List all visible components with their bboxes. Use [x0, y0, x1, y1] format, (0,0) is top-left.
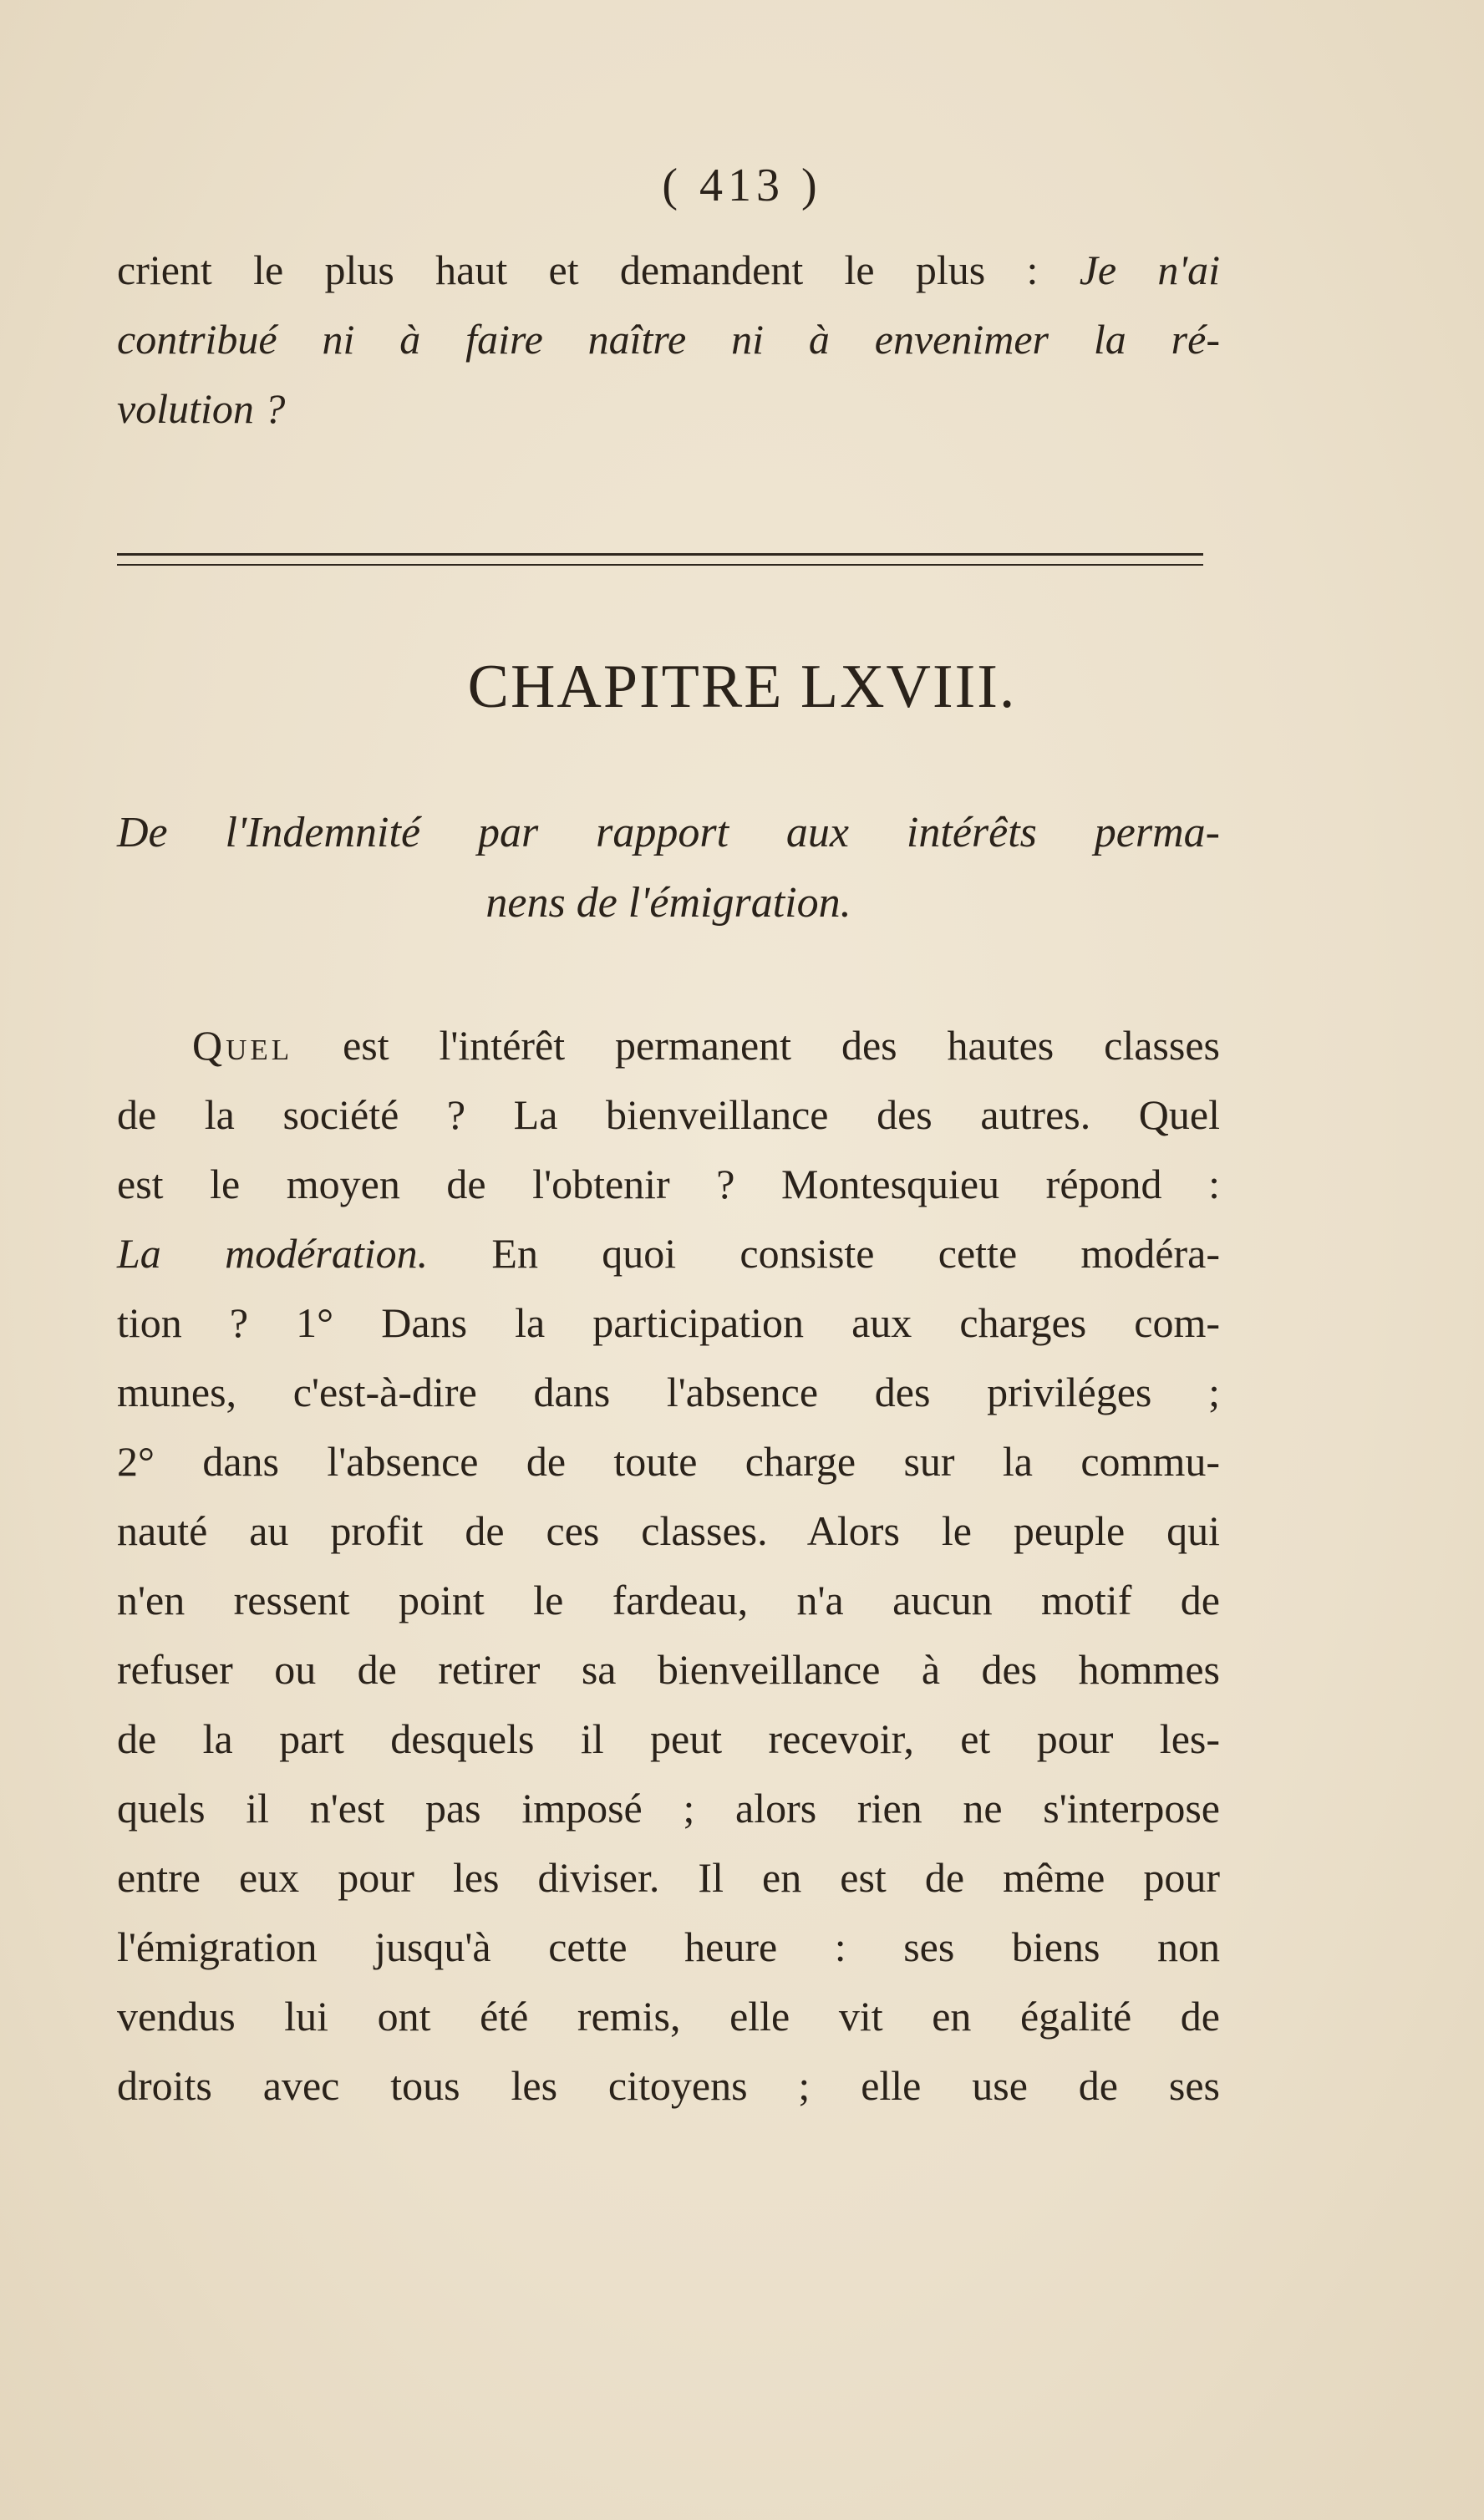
- subtitle-line: De l'Indemnité par rapport aux intérêts perma-: [117, 809, 1220, 856]
- page-number: ( 413 ): [662, 160, 822, 211]
- text-line: volution ?: [117, 385, 286, 432]
- text-line: munes, c'est-à-dire dans l'absence des priviléges ;: [117, 1369, 1220, 1415]
- chapter-heading: CHAPITRE LXVIII.: [467, 653, 1017, 721]
- text-line: nauté au profit de ces classes. Alors le peuple qui: [117, 1507, 1220, 1554]
- italic-text: Je n'ai: [1079, 246, 1220, 293]
- italic-text: La modération.: [117, 1230, 429, 1277]
- subtitle-line: nens de l'émigration.: [485, 879, 851, 927]
- text-line: Quel est l'intérêt permanent des hautes classes: [192, 1022, 1220, 1069]
- text-line: La modération. En quoi consiste cette modéra-: [117, 1230, 1220, 1277]
- text-line: contribué ni à faire naître ni à envenimer la ré-: [117, 316, 1220, 363]
- body-paragraph: [117, 1011, 1220, 2121]
- text-line: est le moyen de l'obtenir ? Montesquieu répond :: [117, 1161, 1220, 1207]
- opening-word: Quel: [192, 1022, 293, 1069]
- text-line: refuser ou de retirer sa bienveillance à des hommes: [117, 1646, 1220, 1693]
- chapter-subtitle: [117, 798, 1220, 938]
- text-line: vendus lui ont été remis, elle vit en égalité de: [117, 1993, 1220, 2040]
- text-line: quels il n'est pas imposé ; alors rien ne s'interpose: [117, 1785, 1220, 1832]
- text-line: de la société ? La bienveillance des autres. Quel: [117, 1091, 1220, 1138]
- text-line: tion ? 1° Dans la participation aux charges com-: [117, 1299, 1220, 1346]
- text-line: n'en ressent point le fardeau, n'a aucun motif de: [117, 1577, 1220, 1623]
- text-line: crient le plus haut et demandent le plus : Je n'ai: [117, 246, 1220, 293]
- double-rule-divider: [117, 553, 1203, 566]
- continued-text: [117, 236, 1220, 444]
- text-line: l'émigration jusqu'à cette heure : ses biens non: [117, 1923, 1220, 1970]
- text-line: de la part desquels il peut recevoir, et pour les-: [117, 1715, 1220, 1762]
- text-line: 2° dans l'absence de toute charge sur la commu-: [117, 1438, 1220, 1485]
- text-line: entre eux pour les diviser. Il en est de même pour: [117, 1854, 1220, 1901]
- text-line: droits avec tous les citoyens ; elle use de ses: [117, 2062, 1220, 2109]
